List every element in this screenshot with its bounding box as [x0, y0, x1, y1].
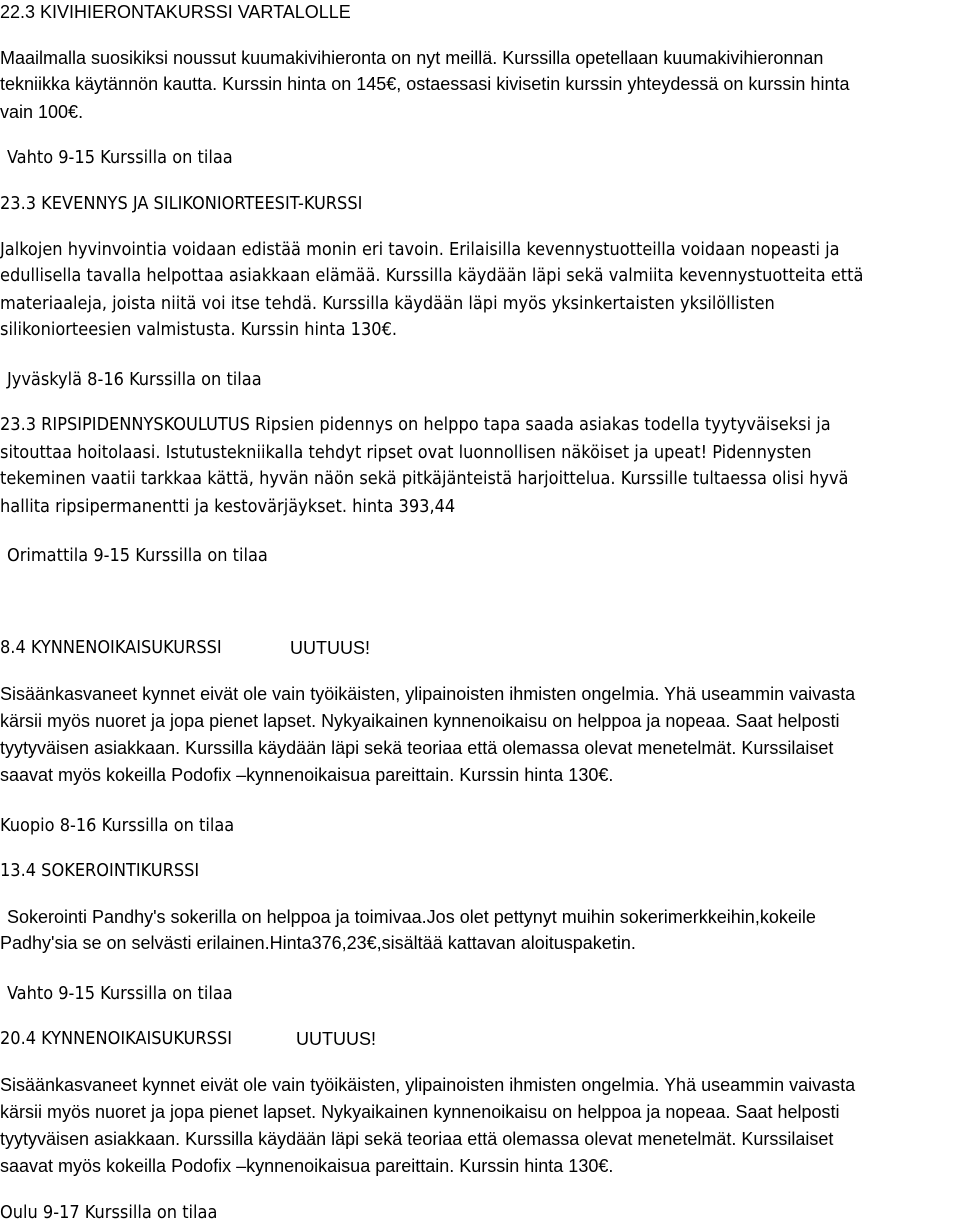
paragraph-line: saavat myös kokeilla Podofix –kynnenoikaisua pareittain. Kurssin hinta 130€.: [0, 1156, 614, 1176]
paragraph-line: Padhy'sia se on selvästi erilainen.Hinta376,23€,sisältää kattavan aloituspaketin.: [0, 933, 636, 953]
section-title: 23.3 KEVENNYS JA SILIKONIORTEESIT-KURSSI: [0, 193, 363, 214]
paragraph-line: tekeminen vaatii tarkkaa kättä, hyvän näön sekä pitkäjänteistä harjoittelua. Kurssille tultaessa olisi hyvä: [0, 468, 849, 489]
section-title: 8.4 KYNNENOIKAISUKURSSI: [0, 637, 222, 658]
section-title: 20.4 KYNNENOIKAISUKURSSI: [0, 1028, 232, 1049]
course-location: Kuopio 8-16 Kurssilla on tilaa: [0, 815, 235, 836]
paragraph-line: Jalkojen hyvinvointia voidaan edistää monin eri tavoin. Erilaisilla kevennystuotteilla voidaan nopeasti ja: [0, 239, 840, 260]
course-location: Vahto 9-15 Kurssilla on tilaa: [7, 147, 233, 168]
section-title: 13.4 SOKEROINTIKURSSI: [0, 860, 200, 881]
paragraph-line: tyytyväisen asiakkaan. Kurssilla käydään läpi sekä teoriaa että olemassa olevat menetelmät. Kurssilaiset: [0, 1129, 834, 1149]
paragraph-line: edullisella tavalla helpottaa asiakkaan elämää. Kurssilla käydään läpi sekä valmiita kevennystuotteita että: [0, 265, 864, 286]
paragraph-line: Sisäänkasvaneet kynnet eivät ole vain työikäisten, ylipainoisten ihmisten ongelmia. Yhä useammin vaivasta: [0, 1075, 856, 1095]
paragraph-line: Sisäänkasvaneet kynnet eivät ole vain työikäisten, ylipainoisten ihmisten ongelmia. Yhä useammin vaivasta: [0, 684, 856, 704]
paragraph-line: materiaaleja, joista niitä voi itse tehdä. Kurssilla käydään läpi myös yksinkertaisten yksilöllisten: [0, 293, 775, 314]
paragraph-line: kärsii myös nuoret ja jopa pienet lapset. Nykyaikainen kynnenoikaisu on helppoa ja nopeaa. Saat helposti: [0, 711, 840, 731]
paragraph-line: tyytyväisen asiakkaan. Kurssilla käydään läpi sekä teoriaa että olemassa olevat menetelmät. Kurssilaiset: [0, 738, 834, 758]
new-badge: UUTUUS!: [290, 638, 370, 658]
paragraph-line: sitouttaa hoitolaasi. Istutustekniikalla tehdyt ripset ovat luonnollisen näköiset ja upeat! Pidennysten: [0, 442, 812, 463]
paragraph-line: Sokerointi Pandhy's sokerilla on helppoa ja toimivaa.Jos olet pettynyt muihin sokerimerkkeihin,kokeile: [7, 907, 816, 927]
course-location: Orimattila 9-15 Kurssilla on tilaa: [7, 545, 268, 566]
paragraph-line: hallita ripsipermanentti ja kestovärjäykset. hinta 393,44: [0, 496, 456, 517]
new-badge: UUTUUS!: [296, 1029, 376, 1049]
paragraph-line: kärsii myös nuoret ja jopa pienet lapset. Nykyaikainen kynnenoikaisu on helppoa ja nopeaa. Saat helposti: [0, 1102, 840, 1122]
paragraph-line: 23.3 RIPSIPIDENNYSKOULUTUS Ripsien pidennys on helppo tapa saada asiakas todella tyytyväiseksi ja: [0, 414, 831, 435]
paragraph-line: saavat myös kokeilla Podofix –kynnenoikaisua pareittain. Kurssin hinta 130€.: [0, 765, 614, 785]
paragraph-line: Maailmalla suosikiksi noussut kuumakivihieronta on nyt meillä. Kurssilla opetellaan kuumakivihieronnan: [0, 48, 824, 68]
paragraph-line: tekniikka käytännön kautta. Kurssin hinta on 145€, ostaessasi kivisetin kurssin yhteydessä on kurssin hinta: [0, 74, 850, 94]
course-location: Vahto 9-15 Kurssilla on tilaa: [7, 983, 233, 1004]
paragraph-line: silikoniorteesien valmistusta. Kurssin hinta 130€.: [0, 319, 398, 340]
section-title: 22.3 KIVIHIERONTAKURSSI VARTALOLLE: [0, 2, 351, 22]
paragraph-line: vain 100€.: [0, 102, 84, 122]
course-location: Jyväskylä 8-16 Kurssilla on tilaa: [7, 369, 262, 390]
course-location: Oulu 9-17 Kurssilla on tilaa: [0, 1202, 218, 1223]
